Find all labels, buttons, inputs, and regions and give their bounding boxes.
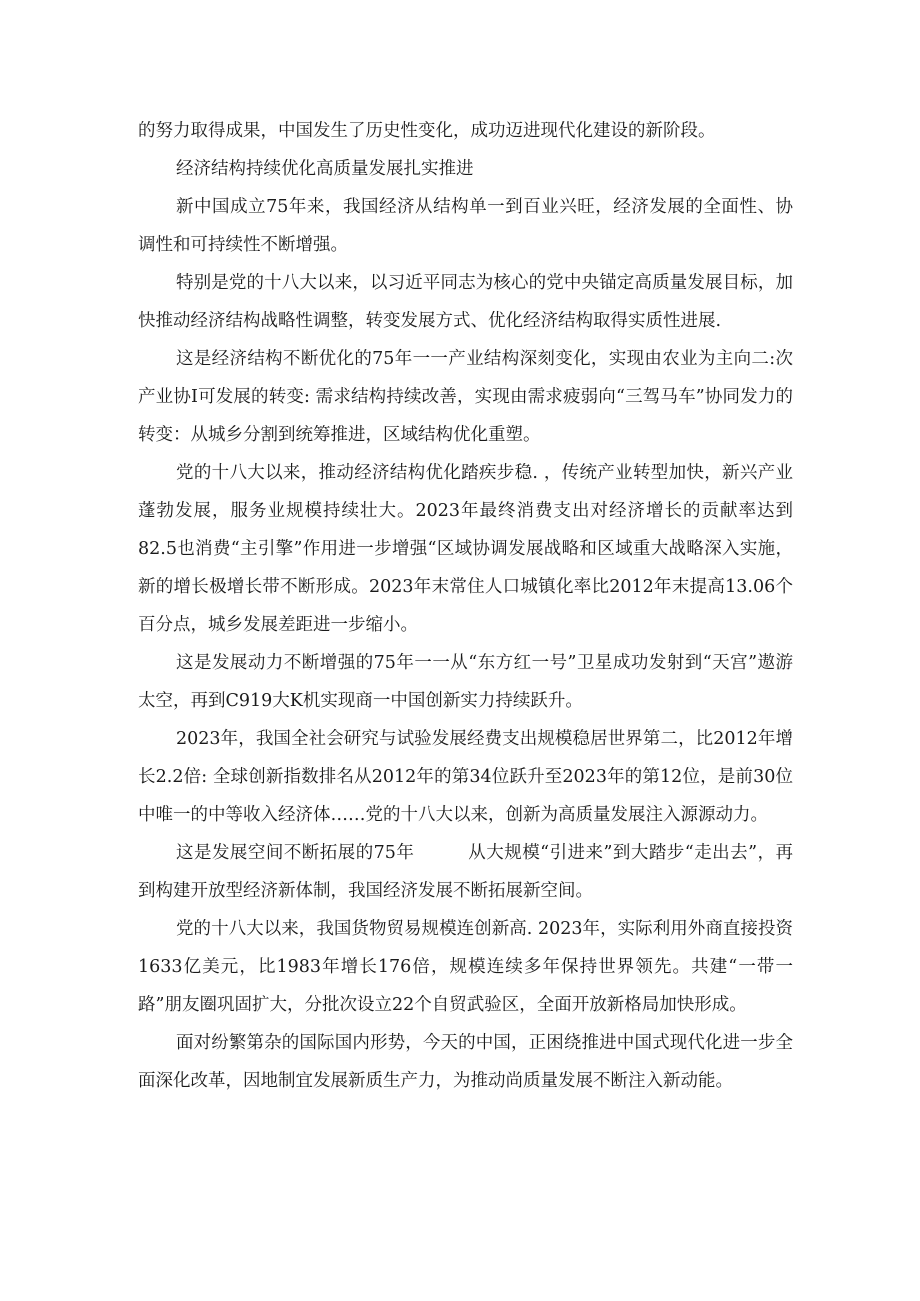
- document-body: [138, 112, 793, 1100]
- paragraph: 这是发展动力不断增强的75年一一从“东方红一号”卫星成功发射到“天宫”遨游太空，再到C919大K机实现商一中国创新实力持续跃升。: [138, 653, 793, 711]
- paragraph: 特别是党的十八大以来，以习近平同志为核心的党中央锚定高质量发展目标，加快推动经济结构战略性调整，转变发展方式、优化经济结构取得实质性进展.: [138, 273, 793, 331]
- section-heading: 经济结构持续优化高质量发展扎实推进: [176, 159, 474, 179]
- paragraph-continuation: 的努力取得成果，中国发生了历史性变化，成功迈进现代化建设的新阶段。: [138, 121, 716, 141]
- paragraph: 这是发展空间不断拓展的75年 从大规模“引进来”到大踏步“走出去”，再到构建开放型经济新体制，我国经济发展不断拓展新空间。: [138, 843, 793, 901]
- paragraph: 党的十八大以来，推动经济结构优化踏疾步稳. ，传统产业转型加快，新兴产业蓬勃发展，服务业规模持续壮大。2023年最终消费支出对经济增长的贡献率达到82.5也消费“主引擎”作用进一步增强“区域协调发展战略和区域重大战略深入实施，新的增长极增长带不断形成。2023年末常住人口城镇化率比2012年末提高13.06个百分点，城乡发展差距进一步缩小。: [138, 463, 793, 635]
- paragraph: 这是经济结构不断优化的75年一一产业结构深刻变化，实现由农业为主向二:次产业协I可发展的转变: 需求结构持续改善，实现由需求疲弱向“三驾马车”协同发力的转变：从城乡分割到统筹推进，区域结构优化重塑。: [138, 349, 793, 445]
- paragraph: 党的十八大以来，我国货物贸易规模连创新高. 2023年，实际利用外商直接投资1633亿美元，比1983年增长176倍，规模连续多年保持世界领先。共建“一带一路”朋友圈巩固扩大，分批次设立22个自贸武验区，全面开放新格局加快形成。: [138, 919, 793, 1015]
- paragraph: 2023年，我国全社会研究与试验发展经费支出规模稳居世界第二，比2012年增长2.2倍: 全球创新指数排名从2012年的第34位跃升至2023年的第12位，是前30位中唯一的中等收入经济体……党的十八大以来，创新为高质量发展注入源源动力。: [138, 729, 793, 825]
- paragraph: 新中国成立75年来，我国经济从结构单一到百业兴旺，经济发展的全面性、协调性和可持续性不断增强。: [138, 197, 793, 255]
- paragraph: 面对纷繁第杂的国际国内形势，今天的中国，正困绕推进中国式现代化进一步全面深化改革，因地制宜发展新质生产力，为推动尚质量发展不断注入新动能。: [138, 1033, 793, 1091]
